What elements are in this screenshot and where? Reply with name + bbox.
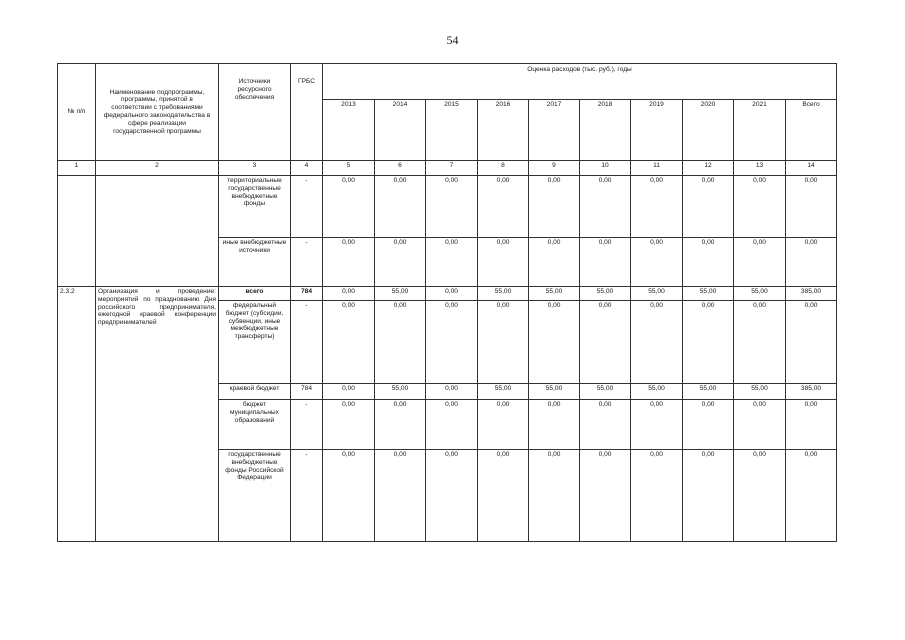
- value-cell: 55,00: [631, 287, 683, 301]
- value-cell: 0,00: [631, 301, 683, 384]
- source-cell: краевой бюджет: [219, 384, 291, 400]
- value-cell: 0,00: [786, 450, 837, 542]
- value-cell: 0,00: [683, 450, 734, 542]
- year-header: 2017: [529, 100, 580, 161]
- value-cell: 55,00: [580, 384, 631, 400]
- value-cell: 0,00: [580, 450, 631, 542]
- column-number: 13: [734, 161, 786, 176]
- column-number: 5: [323, 161, 375, 176]
- value-cell: 0,00: [631, 176, 683, 238]
- header-grbs: ГРБС: [291, 64, 323, 161]
- page-number: 54: [446, 33, 459, 47]
- header-expense-group: Оценка расходов (тыс. руб.), годы: [323, 64, 837, 100]
- value-cell: 0,00: [478, 301, 529, 384]
- name-cell-empty: [96, 176, 219, 287]
- value-cell: 0,00: [580, 301, 631, 384]
- value-cell: 0,00: [683, 301, 734, 384]
- value-cell: 0,00: [786, 400, 837, 450]
- value-cell: 0,00: [323, 400, 375, 450]
- value-cell: 0,00: [529, 238, 580, 287]
- value-cell: 0,00: [683, 238, 734, 287]
- value-cell: 55,00: [580, 287, 631, 301]
- header-source: Источники ресурсного обеспечения: [219, 64, 291, 161]
- value-cell: 0,00: [426, 384, 478, 400]
- value-cell: 385,00: [786, 287, 837, 301]
- value-cell: 0,00: [529, 301, 580, 384]
- value-cell: 0,00: [426, 400, 478, 450]
- value-cell: 0,00: [734, 176, 786, 238]
- value-cell: 0,00: [786, 176, 837, 238]
- column-number: 6: [375, 161, 426, 176]
- year-header: 2014: [375, 100, 426, 161]
- value-cell: 0,00: [631, 238, 683, 287]
- value-cell: 0,00: [375, 400, 426, 450]
- year-header: 2018: [580, 100, 631, 161]
- value-cell: 0,00: [323, 287, 375, 301]
- value-cell: 0,00: [631, 400, 683, 450]
- value-cell: 0,00: [323, 176, 375, 238]
- column-number: 14: [786, 161, 837, 176]
- value-cell: 55,00: [375, 384, 426, 400]
- value-cell: 0,00: [375, 450, 426, 542]
- value-cell: 0,00: [580, 238, 631, 287]
- value-cell: 0,00: [375, 301, 426, 384]
- value-cell: 0,00: [426, 450, 478, 542]
- column-number: 8: [478, 161, 529, 176]
- item-index: 2.3.2: [58, 287, 96, 542]
- year-header: 2016: [478, 100, 529, 161]
- value-cell: 0,00: [683, 176, 734, 238]
- value-cell: 0,00: [786, 301, 837, 384]
- table-row: [58, 176, 837, 238]
- value-cell: 0,00: [529, 400, 580, 450]
- grbs-cell: -: [291, 301, 323, 384]
- source-cell: государственные внебюджетные фонды Российской Федерации: [219, 450, 291, 542]
- column-number: 11: [631, 161, 683, 176]
- column-number: 1: [58, 161, 96, 176]
- value-cell: 55,00: [734, 287, 786, 301]
- value-cell: 55,00: [478, 384, 529, 400]
- year-header: 2020: [683, 100, 734, 161]
- value-cell: 0,00: [580, 400, 631, 450]
- value-cell: 385,00: [786, 384, 837, 400]
- column-number: 2: [96, 161, 219, 176]
- value-cell: 0,00: [734, 238, 786, 287]
- header-index: № п/п: [58, 64, 96, 161]
- value-cell: 0,00: [375, 238, 426, 287]
- value-cell: 0,00: [478, 176, 529, 238]
- value-cell: 55,00: [529, 287, 580, 301]
- value-cell: 55,00: [683, 384, 734, 400]
- value-cell: 55,00: [375, 287, 426, 301]
- grbs-cell: 784: [291, 384, 323, 400]
- value-cell: 0,00: [734, 400, 786, 450]
- column-number: 10: [580, 161, 631, 176]
- grbs-cell: 784: [291, 287, 323, 301]
- column-number: 7: [426, 161, 478, 176]
- grbs-cell: -: [291, 450, 323, 542]
- value-cell: 0,00: [375, 176, 426, 238]
- value-cell: 0,00: [580, 176, 631, 238]
- value-cell: 55,00: [734, 384, 786, 400]
- year-header: 2013: [323, 100, 375, 161]
- table-row: [58, 287, 837, 301]
- value-cell: 0,00: [323, 450, 375, 542]
- value-cell: 0,00: [734, 450, 786, 542]
- grbs-cell: -: [291, 176, 323, 238]
- index-cell-empty: [58, 176, 96, 287]
- column-number: 4: [291, 161, 323, 176]
- value-cell: 0,00: [426, 176, 478, 238]
- value-cell: 0,00: [323, 384, 375, 400]
- value-cell: 0,00: [734, 301, 786, 384]
- value-cell: 0,00: [631, 450, 683, 542]
- year-header: 2019: [631, 100, 683, 161]
- source-cell: федеральный бюджет (субсидии, субвенции, иные межбюджетные трансферты): [219, 301, 291, 384]
- value-cell: 0,00: [426, 238, 478, 287]
- source-cell: всего: [219, 287, 291, 301]
- grbs-cell: -: [291, 238, 323, 287]
- value-cell: 55,00: [529, 384, 580, 400]
- header-name: Наименование подпрограммы, программы, принятой в соответствии с требованиями федерального законодательства в сфере реализации государственной программы: [96, 64, 219, 161]
- value-cell: 0,00: [323, 301, 375, 384]
- value-cell: 55,00: [683, 287, 734, 301]
- value-cell: 0,00: [683, 400, 734, 450]
- budget-table: [57, 63, 837, 542]
- value-cell: 0,00: [478, 238, 529, 287]
- column-number: 12: [683, 161, 734, 176]
- value-cell: 0,00: [529, 176, 580, 238]
- value-cell: 0,00: [426, 287, 478, 301]
- value-cell: 0,00: [426, 301, 478, 384]
- value-cell: 0,00: [323, 238, 375, 287]
- grbs-cell: -: [291, 400, 323, 450]
- value-cell: 0,00: [529, 450, 580, 542]
- value-cell: 55,00: [478, 287, 529, 301]
- year-header: 2015: [426, 100, 478, 161]
- value-cell: 55,00: [631, 384, 683, 400]
- column-number: 3: [219, 161, 291, 176]
- value-cell: 0,00: [478, 450, 529, 542]
- year-header: Всего: [786, 100, 837, 161]
- year-header: 2021: [734, 100, 786, 161]
- value-cell: 0,00: [478, 400, 529, 450]
- column-number-row: [58, 161, 837, 176]
- column-number: 9: [529, 161, 580, 176]
- source-cell: территориальные государственные внебюджетные фонды: [219, 176, 291, 238]
- source-cell: иные внебюджетные источники: [219, 238, 291, 287]
- source-cell: бюджет муниципальных образований: [219, 400, 291, 450]
- item-name: Организация и проведение: мероприятий по празднованию Дня российского предпринимателя, ежегодной краевой конференции предпринимателей: [96, 287, 219, 542]
- value-cell: 0,00: [786, 238, 837, 287]
